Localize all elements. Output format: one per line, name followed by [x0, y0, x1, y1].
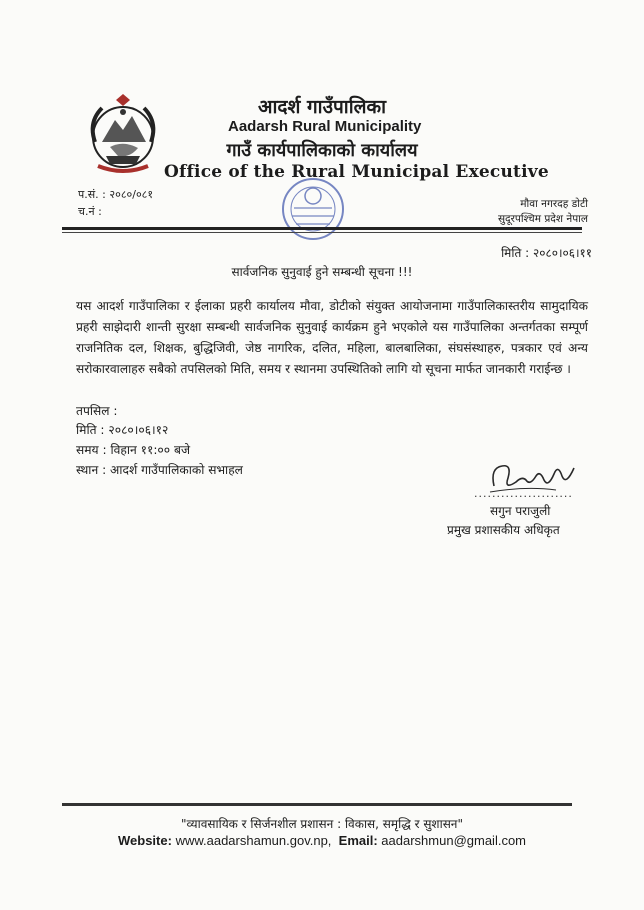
header-divider: [62, 227, 582, 230]
details-heading: तपसिल :: [76, 404, 118, 418]
address-line-2: सुदूरपश्चिम प्रदेश नेपाल: [497, 213, 588, 225]
email-label: Email:: [338, 833, 378, 848]
signatory-title: प्रमुख प्रशासकीय अधिकृत: [447, 523, 560, 537]
website-link[interactable]: www.aadarshamun.gov.np,: [175, 833, 332, 848]
event-date: मिति : २०८०।०६।१२: [76, 423, 169, 437]
municipality-name-english: Aadarsh Rural Municipality: [228, 118, 422, 135]
office-name-english: Office of the Rural Municipal Executive: [164, 162, 549, 182]
reference-number: प.सं. : २०८०/०८१: [78, 188, 154, 201]
header-divider-thin: [62, 232, 582, 233]
event-venue: स्थान : आदर्श गाउँपालिकाको सभाहल: [76, 463, 243, 477]
municipality-name-nepali: आदर्श गाउँपालिका: [257, 96, 387, 118]
address-line-1: मौवा नगरदह डोटी: [520, 198, 588, 210]
signature-line: ......................: [474, 487, 573, 500]
signatory-name: सगुन पराजुली: [490, 504, 551, 518]
dispatch-number: च.नं :: [78, 205, 102, 218]
footer-slogan: "व्यावसायिक र सिर्जनशील प्रशासन : विकास, समृद्धि र सुशासन": [181, 817, 463, 831]
office-name-nepali: गाउँ कार्यपालिकाको कार्यालय: [226, 140, 418, 161]
notice-subject: सार्वजनिक सुनुवाई हुने सम्बन्धी सूचना !!!: [231, 265, 413, 279]
website-label: Website:: [118, 833, 172, 848]
event-time: समय : विहान ११:०० बजे: [76, 443, 190, 457]
footer-divider: [62, 803, 572, 806]
footer-contact: [0, 833, 644, 848]
email-link[interactable]: aadarshmun@gmail.com: [381, 833, 526, 848]
letter-date: मिति : २०८०।०६।११: [501, 246, 592, 260]
notice-body: यस आदर्श गाउँपालिका र ईलाका प्रहरी कार्यालय मौवा, डोटीको संयुक्त आयोजनामा गाउँपालिकास्तरीय सामुदायिक प्रहरी साझेदारी शान्ती सुरक्षा सम्बन्धी सार्वजनिक सुनुवाई कार्यक्रम हुने भएकोले यस गाउँपालिका अन्तर्गतका सम्पूर्ण राजनितिक दल, शिक्षक, बुद्धिजिवी, जेष्ठ नागरिक, दलित, महिला, बालबालिका, संघसंस्थाहरु, पत्रकार एवं अन्य सरोकारवालाहरु सबैको तपसिलको मिति, समय र स्थानमा उपस्थितिको लागि यो सूचना मार्फत जानकारी गराईन्छ ।: [76, 299, 588, 376]
